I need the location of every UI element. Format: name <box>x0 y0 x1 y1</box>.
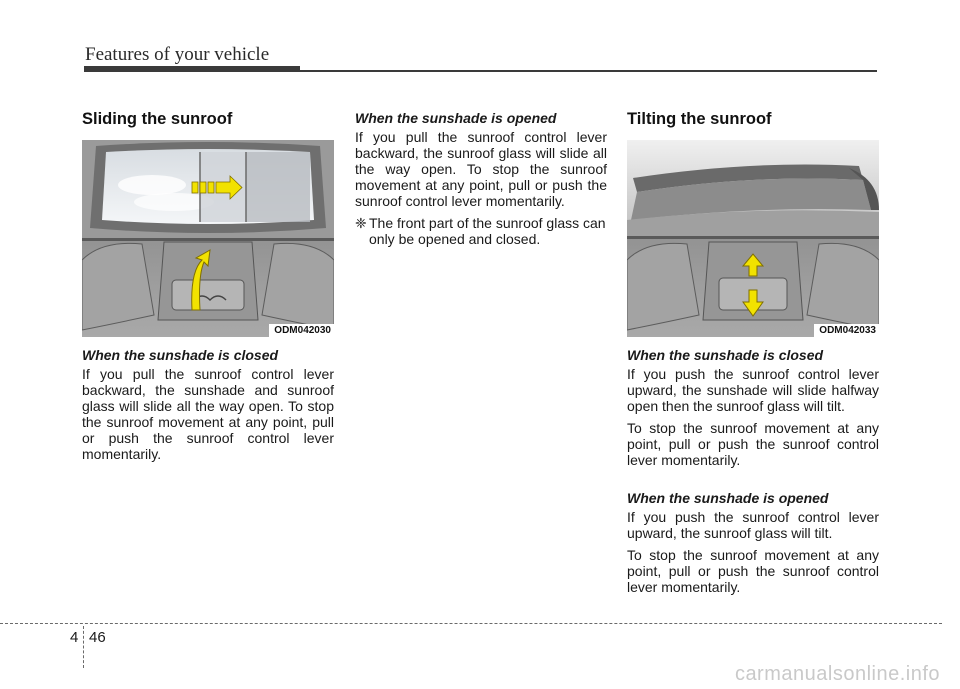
subheading-opened: When the sunshade is opened <box>355 110 557 126</box>
column-tilting <box>627 110 879 601</box>
header-rule <box>300 70 877 72</box>
chapter-number: 4 <box>70 629 79 646</box>
subheading-closed: When the sunshade is closed <box>82 347 279 363</box>
figure-code: ODM042030 <box>269 324 334 337</box>
paragraph-tilting-closed: If you push the sunroof control lever upward, the sunshade will slide halfway open then the sunroof glass will tilt. <box>627 366 879 414</box>
footer-divider <box>83 626 84 668</box>
page-header-title: Features of your vehicle <box>85 44 270 65</box>
header-bar <box>84 66 300 72</box>
column-sliding-opened <box>355 110 607 253</box>
figure-code: ODM042033 <box>814 324 879 337</box>
note-text: The front part of the sunroof glass can only be opened and closed. <box>369 215 606 247</box>
watermark: carmanualsonline.info <box>734 663 940 685</box>
sliding-sunroof-illustration <box>82 140 334 337</box>
tilting-sunroof-illustration <box>627 140 879 337</box>
paragraph-sliding-opened: If you pull the sunroof control lever backward, the sunroof glass will slide all the way open. To stop the sunroof movement at any point, pull or push the sunroof control lever momentarily. <box>355 129 607 209</box>
paragraph-tilting-stop-1: To stop the sunroof movement at any point, pull or push the sunroof control lever momentarily. <box>627 420 879 468</box>
note <box>355 215 607 247</box>
paragraph-tilting-opened: If you push the sunroof control lever upward, the sunroof glass will tilt. <box>627 509 879 541</box>
page-number: 46 <box>89 629 106 646</box>
figure-sliding-sunroof <box>82 140 334 337</box>
subheading-closed: When the sunshade is closed <box>627 347 824 363</box>
subheading-opened: When the sunshade is opened <box>627 490 829 506</box>
figure-tilting-sunroof <box>627 140 879 337</box>
column-sliding <box>82 110 334 468</box>
section-heading-tilting: Tilting the sunroof <box>627 110 772 128</box>
paragraph-sliding-closed: If you pull the sunroof control lever backward, the sunshade and sunroof glass will slide all the way open. To stop the sunroof movement at any point, pull or push the sunroof control lever momentarily. <box>82 366 334 462</box>
paragraph-tilting-stop-2: To stop the sunroof movement at any point, pull or push the sunroof control lever momentarily. <box>627 547 879 595</box>
footer-rule <box>0 623 942 624</box>
note-mark-icon: ❈ <box>355 215 367 231</box>
section-heading-sliding: Sliding the sunroof <box>82 110 233 128</box>
